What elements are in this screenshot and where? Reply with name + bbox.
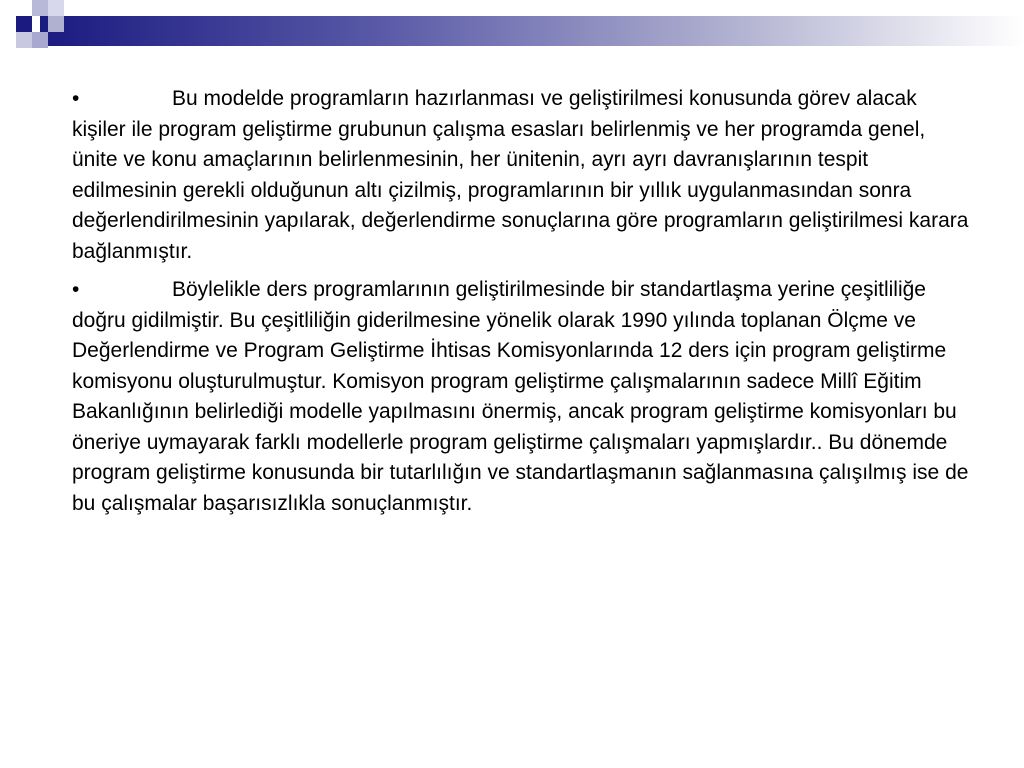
paragraph-text: Bu modelde programların hazırlanması ve geliştirilmesi konusunda görev alacak kişiler ile program geliştirme grubunun çalışma esasları belirlenmiş ve her programda genel, ünite ve konu amaçlarının belirlenmesinin, her ünitenin, ayrı ayrı davranışlarının tespit edilmesinin gerekli olduğunun altı çizilmiş, programlarının bir yıllık uygulanmasından sonra değerlendirilmesinin yapılarak, değerlendirme sonuçlarına göre programların geliştirilmesi karara bağlanmıştır.	[72, 87, 969, 263]
decor-square	[32, 0, 48, 16]
header-gradient-bar	[40, 16, 1024, 46]
bullet-paragraph	[72, 84, 972, 267]
slide-header-decoration	[0, 0, 1024, 64]
decor-square	[16, 32, 32, 48]
bullet-marker: •	[72, 87, 80, 110]
decor-square	[16, 16, 32, 32]
paragraph-text: Böylelikle ders programlarının geliştirilmesinde bir standartlaşma yerine çeşitliliğe doğru gidilmiştir. Bu çeşitliliğin giderilmesine yönelik olarak 1990 yılında toplanan Ölçme ve Değerlendirme ve Program Geliştirme İhtisas Komisyonlarında 12 ders için program geliştirme komisyonu oluşturulmuştur. Komisyon program geliştirme çalışmalarının sadece Millî Eğitim Bakanlığının belirlediği modelle yapılmasını önermiş, ancak program geliştirme komisyonları bu öneriye uymayarak farklı modellerle program geliştirme çalışmaları yapmışlardır.. Bu dönemde program geliştirme konusunda bir tutarlılığın ve standartlaşmanın sağlanmasına çalışılmış ise de bu çalışmalar başarısızlıkla sonuçlanmıştır.	[72, 278, 969, 515]
decor-square	[48, 0, 64, 16]
slide-body	[72, 84, 972, 527]
decor-square	[0, 0, 16, 16]
decor-square	[32, 32, 48, 48]
bullet-paragraph	[72, 275, 972, 519]
bullet-marker: •	[72, 278, 80, 301]
decor-square	[48, 16, 64, 32]
